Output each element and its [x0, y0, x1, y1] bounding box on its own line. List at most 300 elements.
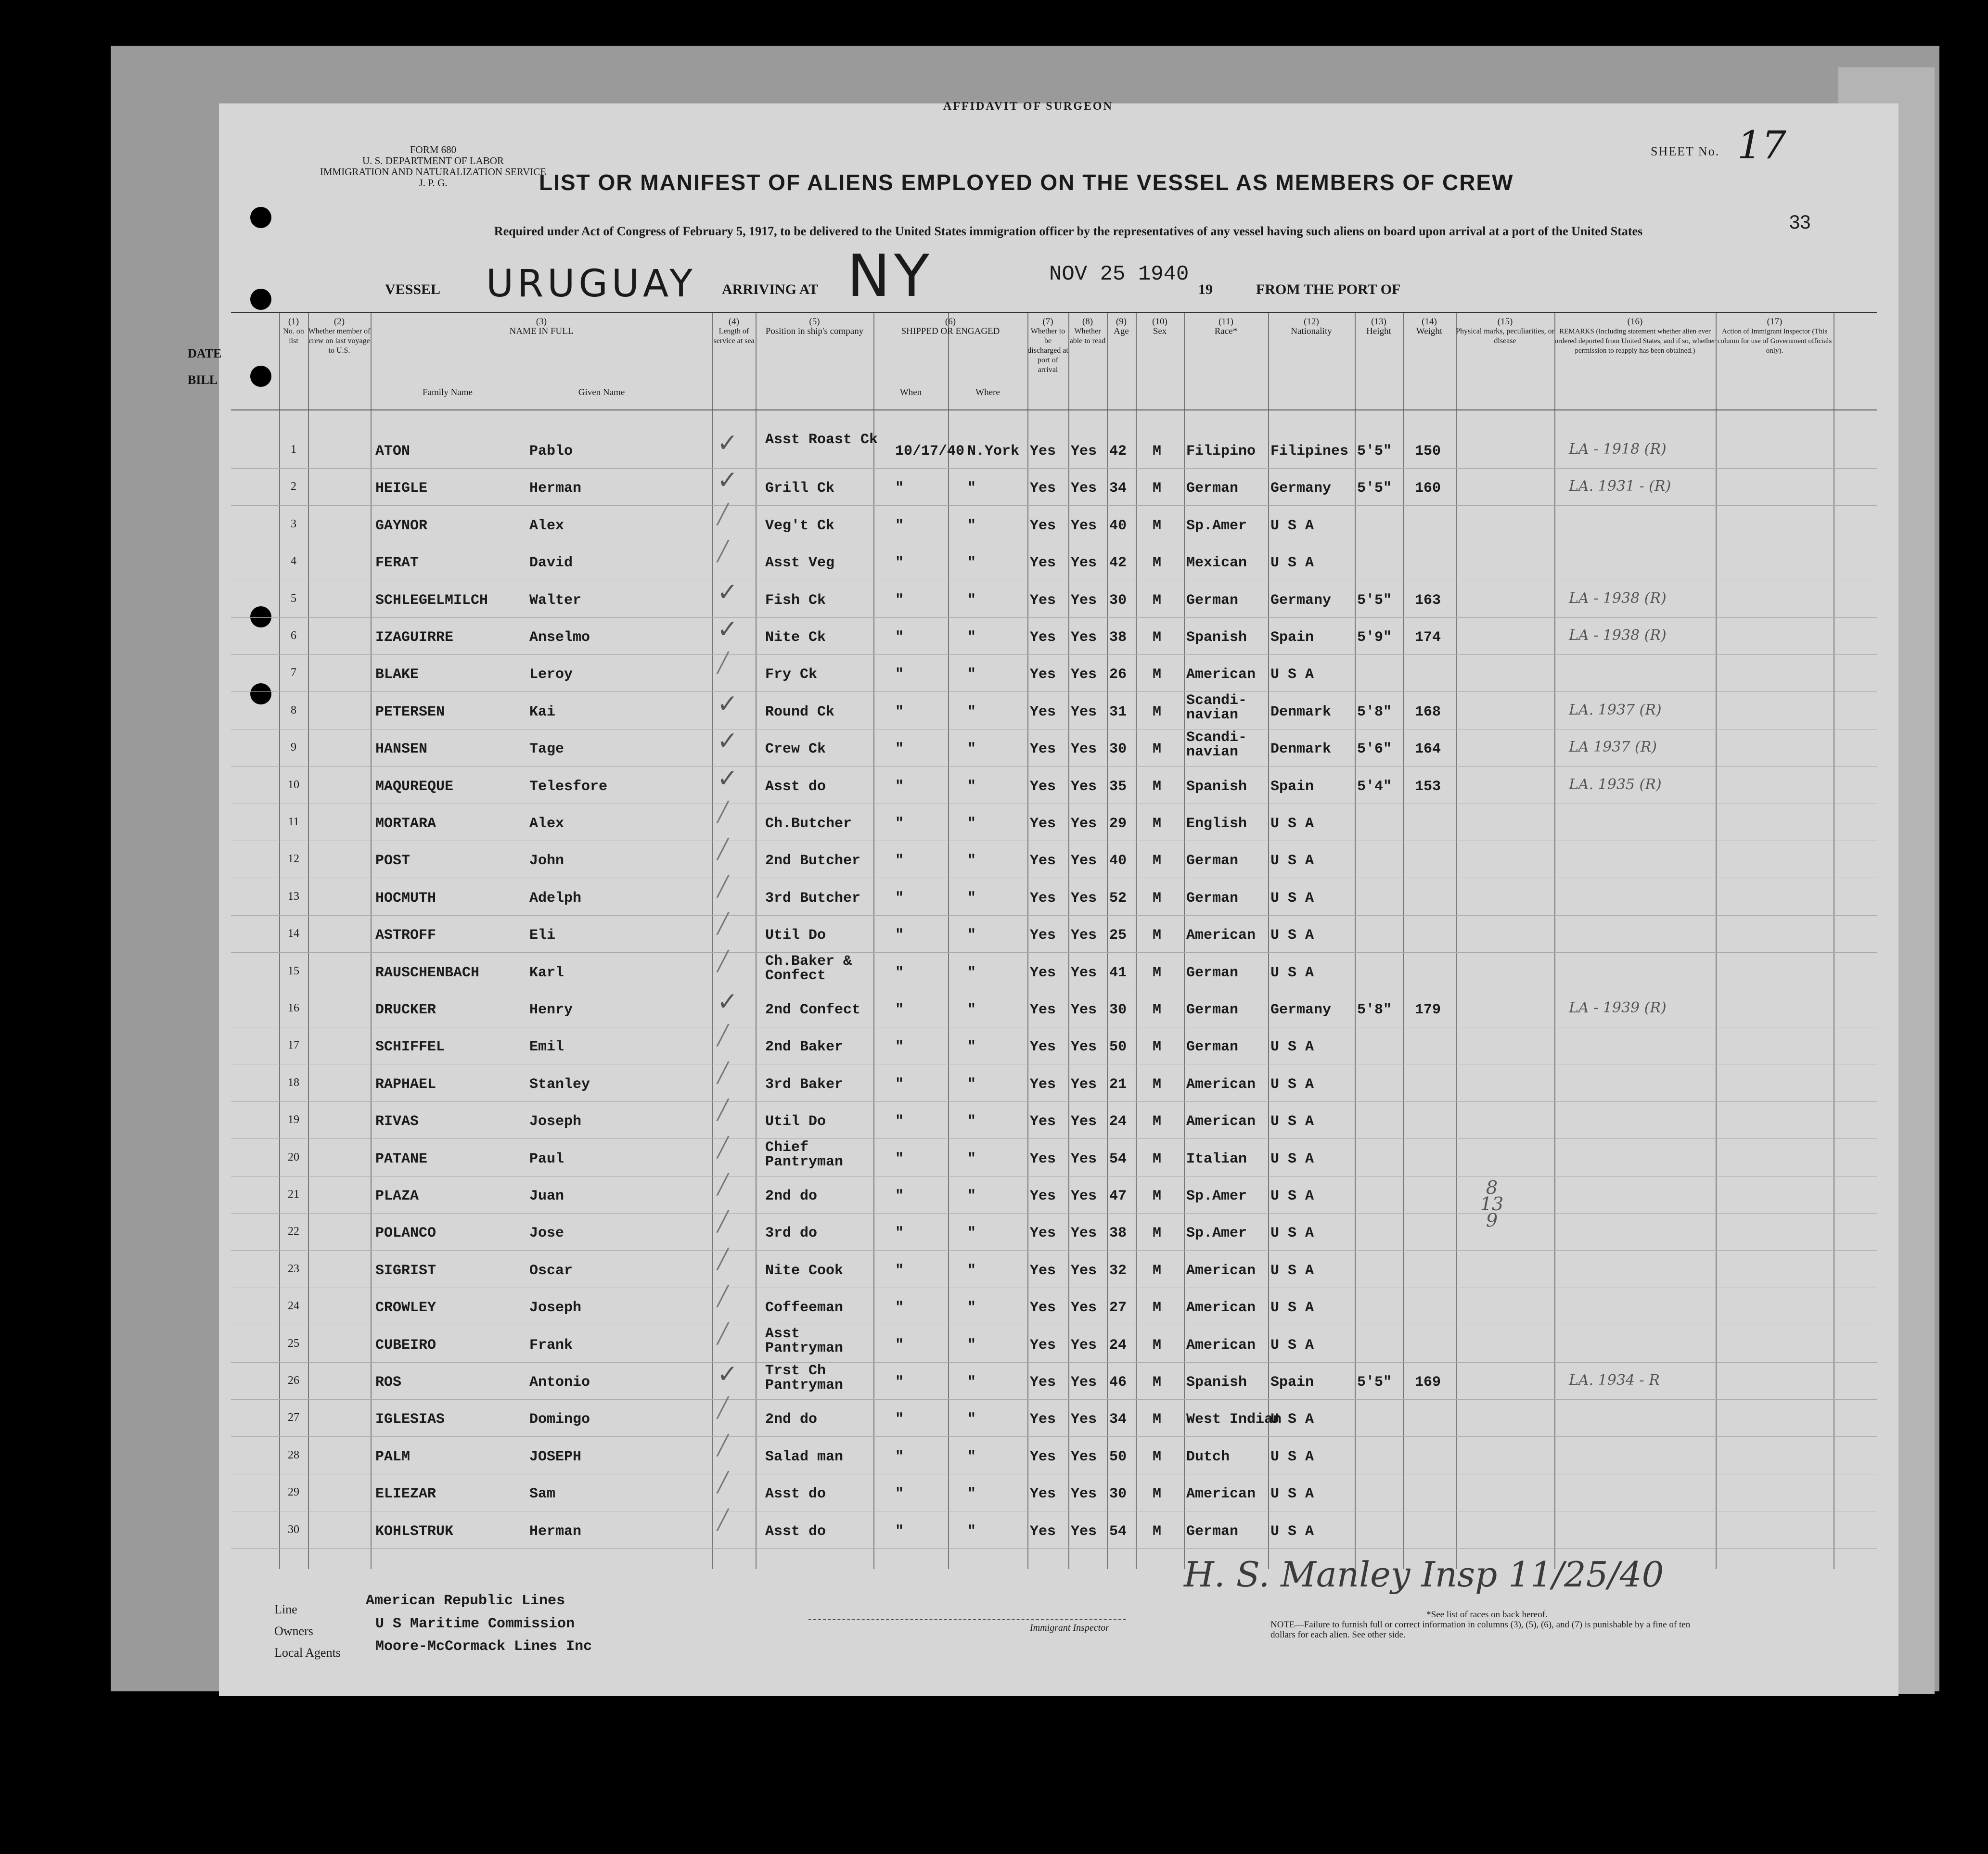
row-rule	[231, 691, 1877, 692]
nationality: U S A	[1270, 1486, 1314, 1503]
shipped-where: "	[967, 1486, 976, 1503]
able-to-read: Yes	[1071, 1002, 1097, 1018]
remarks: LA - 1938 (R)	[1569, 589, 1667, 607]
race: Scandi- navian	[1186, 729, 1247, 761]
tick-mark-icon: ╱	[717, 1174, 729, 1196]
position: Fry Ck	[765, 666, 818, 683]
height: 5'5"	[1357, 1374, 1392, 1391]
shipped-where: "	[967, 1151, 976, 1167]
height: 5'8"	[1357, 703, 1392, 720]
column-divider	[756, 313, 757, 1569]
able-to-read: Yes	[1071, 1523, 1097, 1540]
row-number: 30	[288, 1523, 299, 1536]
col-header-given: Given Name	[578, 387, 625, 397]
tick-mark-icon: ╱	[717, 1471, 729, 1494]
shipped-when: "	[895, 666, 904, 683]
weight: 164	[1415, 741, 1441, 758]
remarks: LA. 1935 (R)	[1569, 776, 1662, 793]
row-number: 25	[288, 1337, 299, 1350]
age: 38	[1109, 1225, 1127, 1242]
age: 41	[1109, 964, 1127, 981]
tick-mark-icon: ╱	[717, 1211, 729, 1233]
able-to-read: Yes	[1071, 1113, 1097, 1130]
department: U. S. DEPARTMENT OF LABOR	[362, 155, 504, 166]
nationality: U S A	[1270, 1188, 1314, 1204]
shipped-when: "	[895, 1151, 904, 1167]
family-name: SCHIFFEL	[375, 1039, 445, 1056]
race: Sp.Amer	[1186, 517, 1247, 534]
shipped-where: "	[967, 1448, 976, 1465]
position: Fish Ck	[765, 592, 826, 609]
discharged: Yes	[1030, 666, 1056, 683]
nationality: U S A	[1270, 666, 1314, 683]
check-mark-icon: ✓	[717, 1360, 738, 1389]
nationality: U S A	[1270, 964, 1314, 981]
given-name: Oscar	[529, 1262, 573, 1279]
given-name: Karl	[529, 964, 564, 981]
column-divider	[1136, 313, 1137, 1569]
position: Crew Ck	[765, 741, 826, 758]
row-number: 24	[288, 1300, 299, 1313]
check-mark-icon: ✓	[717, 727, 738, 756]
height: 5'5"	[1357, 443, 1392, 460]
shipped-where: "	[967, 703, 976, 720]
col-header-6: (6) SHIPPED OR ENGAGED	[901, 317, 1000, 336]
family-name: PETERSEN	[375, 703, 445, 720]
age: 40	[1109, 517, 1127, 534]
nationality: U S A	[1270, 1337, 1314, 1354]
age: 26	[1109, 666, 1127, 683]
weight: 163	[1415, 592, 1441, 609]
remarks: LA - 1918 (R)	[1569, 441, 1667, 458]
tick-mark-icon: ╱	[717, 1509, 729, 1531]
col-header-13: (13) Height	[1366, 317, 1391, 336]
arriving-port: NY	[847, 243, 934, 310]
given-name: Leroy	[529, 666, 573, 683]
column-divider	[712, 313, 713, 1569]
row-rule	[231, 1250, 1877, 1251]
col-header-12: (12) Nationality	[1291, 317, 1332, 336]
age: 52	[1109, 890, 1127, 907]
shipped-where: "	[967, 1039, 976, 1056]
row-number: 9	[291, 741, 296, 754]
inspector-signature-line	[808, 1619, 1126, 1620]
family-name: CUBEIRO	[375, 1337, 436, 1354]
nationality: U S A	[1270, 1039, 1314, 1056]
discharged: Yes	[1030, 703, 1056, 720]
given-name: Antonio	[529, 1374, 590, 1391]
year-label: 19	[1198, 281, 1213, 297]
age: 35	[1109, 778, 1127, 795]
discharged: Yes	[1030, 555, 1056, 572]
shipped-where: "	[967, 1225, 976, 1242]
check-mark-icon: ✓	[717, 615, 738, 644]
discharged: Yes	[1030, 592, 1056, 609]
race: Scandi- navian	[1186, 692, 1247, 723]
column-divider	[1554, 313, 1555, 1569]
age: 50	[1109, 1039, 1127, 1056]
shipped-where: "	[967, 480, 976, 497]
sex: M	[1153, 890, 1162, 907]
shipped-when: "	[895, 1113, 904, 1130]
sheet-label: SHEET No.	[1651, 144, 1720, 158]
column-divider	[1027, 313, 1028, 1569]
family-name: KOHLSTRUK	[375, 1523, 454, 1540]
discharged: Yes	[1030, 741, 1056, 758]
able-to-read: Yes	[1071, 555, 1097, 572]
page-subtitle: Required under Act of Congress of February 5, 1917, to be delivered to the United States immigration officer by the representatives of any vessel having such aliens on board upon arrival at a port of the United States	[494, 224, 1643, 238]
discharged: Yes	[1030, 1300, 1056, 1317]
family-name: MAQUREQUE	[375, 778, 454, 795]
tick-mark-icon: ╱	[717, 1099, 729, 1122]
shipped-when: "	[895, 1448, 904, 1465]
able-to-read: Yes	[1071, 480, 1097, 497]
header-rule	[231, 409, 1877, 410]
form-number: FORM 680	[410, 144, 457, 155]
check-mark-icon: ✓	[717, 429, 738, 458]
discharged: Yes	[1030, 1113, 1056, 1130]
shipped-when: "	[895, 778, 904, 795]
shipped-where: "	[967, 964, 976, 981]
position: Grill Ck	[765, 480, 835, 497]
row-number: 6	[291, 629, 296, 642]
given-name: Alex	[529, 517, 564, 534]
punch-hole	[250, 289, 271, 310]
row-number: 23	[288, 1262, 299, 1275]
tick-mark-icon: ╱	[717, 1136, 729, 1159]
race: Sp.Amer	[1186, 1225, 1247, 1242]
nationality: U S A	[1270, 1151, 1314, 1167]
age: 24	[1109, 1337, 1127, 1354]
arriving-label: ARRIVING AT	[722, 281, 819, 297]
nationality: Denmark	[1270, 703, 1332, 720]
race: Mexican	[1186, 555, 1247, 572]
col-header-8: (8) Whether able to read	[1069, 317, 1106, 345]
family-name: ELIEZAR	[375, 1486, 436, 1503]
sex: M	[1153, 1225, 1162, 1242]
row-number: 27	[288, 1411, 299, 1424]
family-name: ATON	[375, 443, 410, 460]
age: 40	[1109, 853, 1127, 869]
family-name: HANSEN	[375, 741, 428, 758]
column-divider	[948, 313, 949, 1569]
able-to-read: Yes	[1071, 443, 1097, 460]
position: Asst do	[765, 778, 826, 795]
shipped-when: "	[895, 741, 904, 758]
discharged: Yes	[1030, 853, 1056, 869]
age: 30	[1109, 1002, 1127, 1018]
shipped-where: N.York	[967, 443, 1020, 460]
discharged: Yes	[1030, 1262, 1056, 1279]
shipped-where: "	[967, 1337, 976, 1354]
discharged: Yes	[1030, 517, 1056, 534]
punch-hole	[250, 207, 271, 228]
shipped-when: "	[895, 517, 904, 534]
discharged: Yes	[1030, 1486, 1056, 1503]
race: Spanish	[1186, 1374, 1247, 1391]
agents-label: Local Agents	[274, 1646, 341, 1660]
given-name: Herman	[529, 480, 582, 497]
row-number: 2	[291, 480, 296, 493]
discharged: Yes	[1030, 1002, 1056, 1018]
age: 30	[1109, 1486, 1127, 1503]
race: German	[1186, 480, 1239, 497]
row-rule	[231, 1399, 1877, 1400]
age: 42	[1109, 443, 1127, 460]
given-name: JOSEPH	[529, 1448, 582, 1465]
col-header-16: (16) REMARKS (Including statement whether alien ever ordered deported from United States, and if so, whether permission to reapply has been obtained.)	[1554, 317, 1716, 355]
able-to-read: Yes	[1071, 629, 1097, 646]
able-to-read: Yes	[1071, 964, 1097, 981]
shipped-when: "	[895, 1076, 904, 1093]
given-name: Eli	[529, 927, 556, 944]
able-to-read: Yes	[1071, 666, 1097, 683]
able-to-read: Yes	[1071, 1039, 1097, 1056]
weight: 168	[1415, 703, 1441, 720]
row-number: 12	[288, 853, 299, 866]
col-header-4: (4) Length of service at sea	[713, 317, 755, 345]
nationality: U S A	[1270, 555, 1314, 572]
fine-note: NOTE—Failure to furnish full or correct information in columns (3), (5), (6), and (7) is punishable by a fine of ten dollars for each alien. See other side.	[1270, 1620, 1691, 1640]
given-name: Juan	[529, 1188, 564, 1204]
tick-mark-icon: ╱	[717, 1434, 729, 1457]
discharged: Yes	[1030, 443, 1056, 460]
discharged: Yes	[1030, 816, 1056, 832]
nationality: U S A	[1270, 1300, 1314, 1317]
shipped-when: "	[895, 1188, 904, 1204]
tick-mark-icon: ╱	[717, 1285, 729, 1308]
row-rule	[231, 1436, 1877, 1437]
shipped-where: "	[967, 927, 976, 944]
race: American	[1186, 666, 1256, 683]
race: German	[1186, 890, 1239, 907]
shipped-when: "	[895, 890, 904, 907]
family-name: POLANCO	[375, 1225, 436, 1242]
age: 54	[1109, 1151, 1127, 1167]
nationality: Spain	[1270, 629, 1314, 646]
sex: M	[1153, 1188, 1162, 1204]
remarks: LA - 1939 (R)	[1569, 999, 1667, 1016]
position: Asst Veg	[765, 555, 835, 572]
sex: M	[1153, 592, 1162, 609]
shipped-when: "	[895, 629, 904, 646]
shipped-when: "	[895, 703, 904, 720]
nationality: U S A	[1270, 816, 1314, 832]
shipped-when: "	[895, 927, 904, 944]
given-name: Anselmo	[529, 629, 590, 646]
shipped-when: "	[895, 1486, 904, 1503]
age: 25	[1109, 927, 1127, 944]
given-name: John	[529, 853, 564, 869]
col-header-family: Family Name	[423, 387, 473, 397]
able-to-read: Yes	[1071, 1188, 1097, 1204]
position: Coffeeman	[765, 1300, 844, 1317]
form-number-block	[308, 144, 558, 189]
nationality: U S A	[1270, 1262, 1314, 1279]
family-name: ROS	[375, 1374, 402, 1391]
given-name: Henry	[529, 1002, 573, 1018]
able-to-read: Yes	[1071, 592, 1097, 609]
col-header-2: (2) Whether member of crew on last voyage to U.S.	[308, 317, 371, 355]
sex: M	[1153, 1262, 1162, 1279]
col-header-15: (15) Physical marks, peculiarities, or disease	[1456, 317, 1554, 345]
column-divider	[1456, 313, 1457, 1569]
shipped-where: "	[967, 778, 976, 795]
from-port-label: FROM THE PORT OF	[1256, 281, 1401, 297]
row-rule	[231, 1362, 1877, 1363]
printer-mark: J. P. G.	[419, 177, 448, 189]
age: 24	[1109, 1113, 1127, 1130]
sex: M	[1153, 927, 1162, 944]
discharged: Yes	[1030, 1188, 1056, 1204]
family-name: IGLESIAS	[375, 1411, 445, 1428]
row-number: 11	[288, 816, 299, 828]
family-name: MORTARA	[375, 816, 436, 832]
race: West Indian	[1186, 1411, 1282, 1428]
position: Ch.Butcher	[765, 816, 852, 832]
given-name: Adelph	[529, 890, 582, 907]
age: 47	[1109, 1188, 1127, 1204]
row-number: 5	[291, 592, 296, 605]
row-rule	[231, 1548, 1877, 1549]
given-name: David	[529, 555, 573, 572]
position: Trst Ch Pantryman	[765, 1363, 844, 1394]
weight: 169	[1415, 1374, 1441, 1391]
side-label-date: DATE	[188, 346, 222, 360]
height: 5'9"	[1357, 629, 1392, 646]
race: German	[1186, 1002, 1239, 1018]
sex: M	[1153, 1076, 1162, 1093]
race: Filipino	[1186, 443, 1256, 460]
page-title: LIST OR MANIFEST OF ALIENS EMPLOYED ON THE VESSEL AS MEMBERS OF CREW	[539, 170, 1514, 195]
row-number: 1	[291, 443, 296, 456]
column-divider	[308, 313, 309, 1569]
family-name: FERAT	[375, 555, 419, 572]
nationality: U S A	[1270, 517, 1314, 534]
race: German	[1186, 1039, 1239, 1056]
position: Nite Ck	[765, 629, 826, 646]
shipped-where: "	[967, 1002, 976, 1018]
able-to-read: Yes	[1071, 816, 1097, 832]
position: Asst Pantryman	[765, 1325, 844, 1356]
position: Util Do	[765, 1113, 826, 1130]
col-header-9: (9) Age	[1114, 317, 1129, 336]
col-header-17: (17) Action of Immigrant Inspector (This column for use of Government officials only).	[1717, 317, 1832, 355]
footer-note	[1270, 1610, 1704, 1640]
sex: M	[1153, 964, 1162, 981]
nationality: U S A	[1270, 1523, 1314, 1540]
inspector-label: Immigrant Inspector	[1030, 1623, 1109, 1633]
inspector-signature: H. S. Manley Insp 11/25/40	[1184, 1554, 1664, 1595]
row-number: 10	[288, 778, 299, 791]
shipped-when: "	[895, 1225, 904, 1242]
check-mark-icon: ✓	[717, 466, 738, 495]
given-name: Tage	[529, 741, 564, 758]
tick-mark-icon: ╱	[717, 838, 729, 861]
nationality: U S A	[1270, 1225, 1314, 1242]
sex: M	[1153, 666, 1162, 683]
family-name: DRUCKER	[375, 1002, 436, 1018]
col-header-5: (5) Position in ship's company	[765, 317, 864, 336]
shipped-where: "	[967, 1300, 976, 1317]
race: American	[1186, 1337, 1256, 1354]
col-header-14: (14) Weight	[1416, 317, 1443, 336]
discharged: Yes	[1030, 1076, 1056, 1093]
discharged: Yes	[1030, 1151, 1056, 1167]
tick-mark-icon: ╱	[717, 503, 729, 525]
row-rule	[231, 617, 1877, 618]
height: 5'5"	[1357, 592, 1392, 609]
family-name: SIGRIST	[375, 1262, 436, 1279]
sex: M	[1153, 703, 1162, 720]
row-number: 26	[288, 1374, 299, 1387]
race: Sp.Amer	[1186, 1188, 1247, 1204]
tick-mark-icon: ╱	[717, 913, 729, 935]
given-name: Joseph	[529, 1300, 582, 1317]
agents-value: Moore-McCormack Lines Inc	[375, 1638, 592, 1655]
shipped-where: "	[967, 555, 976, 572]
position: 2nd do	[765, 1411, 818, 1428]
position: Veg't Ck	[765, 517, 835, 534]
races-note: *See list of races on back hereof.	[1426, 1610, 1548, 1620]
nationality: Spain	[1270, 1374, 1314, 1391]
row-rule	[231, 915, 1877, 916]
discharged: Yes	[1030, 1448, 1056, 1465]
shipped-where: "	[967, 1374, 976, 1391]
age: 54	[1109, 1523, 1127, 1540]
row-number: 15	[288, 964, 299, 977]
sex: M	[1153, 480, 1162, 497]
sex: M	[1153, 1113, 1162, 1130]
tick-mark-icon: ╱	[717, 801, 729, 823]
position: Asst do	[765, 1523, 826, 1540]
able-to-read: Yes	[1071, 1448, 1097, 1465]
remarks: LA 1937 (R)	[1569, 739, 1657, 756]
column-divider	[1268, 313, 1269, 1569]
given-name: Emil	[529, 1039, 564, 1056]
race: American	[1186, 1076, 1256, 1093]
col-header-7: (7) Whether to be discharged at port of arrival	[1027, 317, 1068, 374]
family-name: BLAKE	[375, 666, 419, 683]
check-mark-icon: ✓	[717, 987, 738, 1016]
check-mark-icon: ✓	[717, 577, 738, 607]
tick-mark-icon: ╱	[717, 1397, 729, 1419]
race: German	[1186, 964, 1239, 981]
row-number: 4	[291, 555, 296, 568]
able-to-read: Yes	[1071, 1337, 1097, 1354]
sex: M	[1153, 778, 1162, 795]
given-name: Alex	[529, 816, 564, 832]
sex: M	[1153, 1039, 1162, 1056]
nationality: Germany	[1270, 592, 1332, 609]
remarks: LA - 1938 (R)	[1569, 627, 1667, 644]
nationality: Germany	[1270, 1002, 1332, 1018]
given-name: Joseph	[529, 1113, 582, 1130]
column-divider	[1184, 313, 1185, 1569]
col-header-when: When	[899, 387, 922, 397]
nationality: Spain	[1270, 778, 1314, 795]
given-name: Pablo	[529, 443, 573, 460]
shipped-where: "	[967, 1076, 976, 1093]
race: German	[1186, 853, 1239, 869]
age: 34	[1109, 480, 1127, 497]
row-number: 14	[288, 927, 299, 940]
row-number: 8	[291, 703, 296, 716]
race: Spanish	[1186, 778, 1247, 795]
row-rule	[231, 505, 1877, 506]
given-name: Frank	[529, 1337, 573, 1354]
age: 42	[1109, 555, 1127, 572]
